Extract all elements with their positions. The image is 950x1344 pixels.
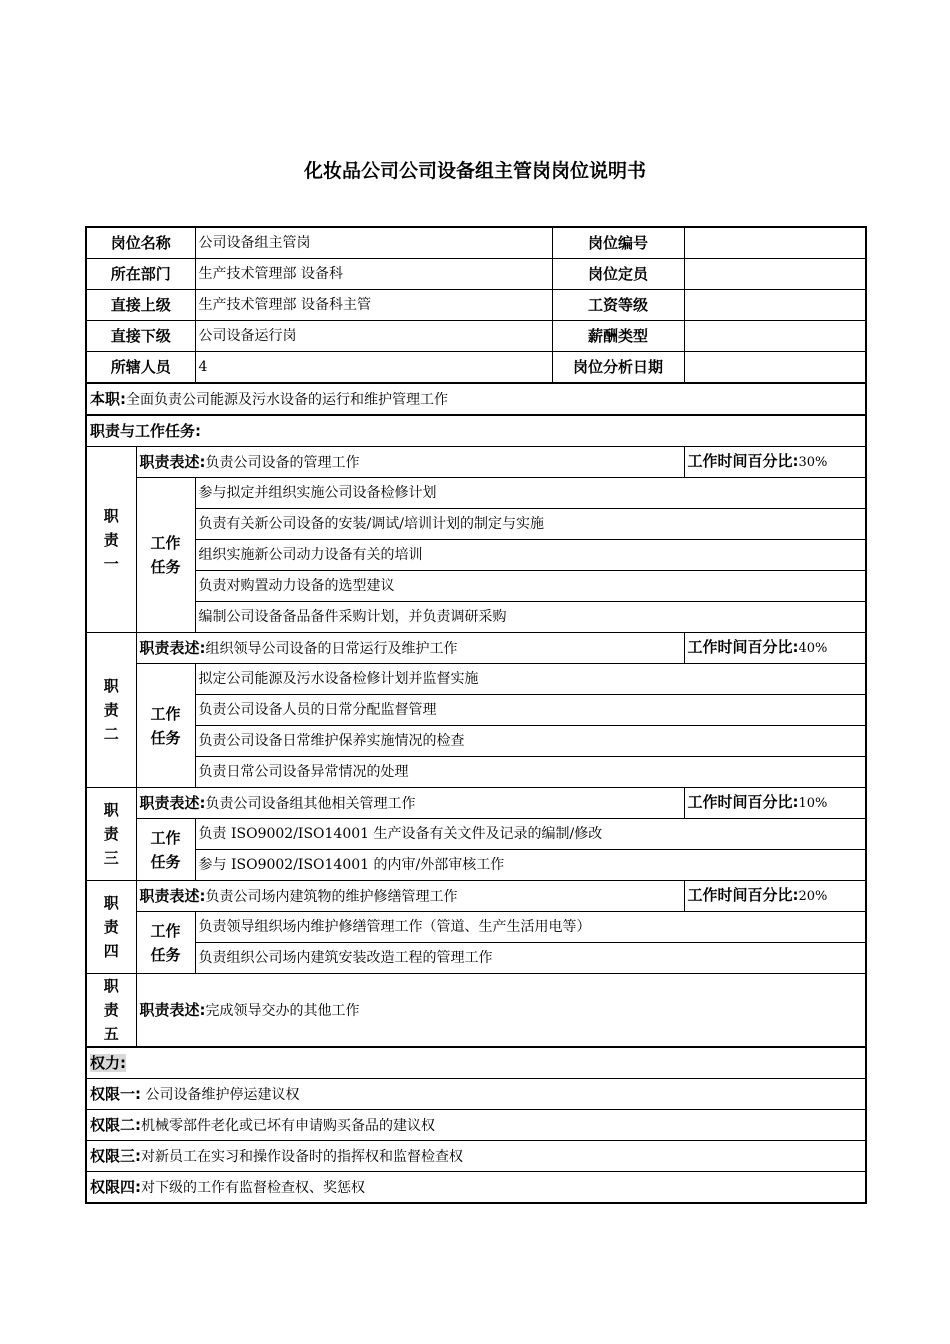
benzhi-text: 全面负责公司能源及污水设备的运行和维护管理工作	[126, 391, 448, 408]
field-label: 岗位定员	[552, 259, 684, 290]
field-value	[684, 352, 866, 384]
task-label: 工作 任务	[136, 819, 195, 881]
task-row	[86, 509, 866, 540]
task-row	[86, 943, 866, 974]
task-label: 工作 任务	[136, 912, 195, 974]
task-item: 负责有关新公司设备的安装/调试/培训计划的制定与实施	[195, 509, 866, 540]
duty-desc: 负责公司设备组其他相关管理工作	[205, 795, 416, 812]
task-item: 负责公司设备人员的日常分配监督管理	[195, 695, 866, 726]
task-row	[86, 912, 866, 943]
time-percent: 30%	[798, 455, 828, 470]
authority-row	[86, 1079, 866, 1110]
basic-row	[86, 321, 866, 352]
basic-row	[86, 259, 866, 290]
task-item: 负责组织公司场内建筑安装改造工程的管理工作	[195, 943, 866, 974]
basic-row	[86, 227, 866, 259]
field-label: 所辖人员	[86, 352, 195, 384]
benzhi-row	[86, 383, 866, 415]
job-description-table	[85, 226, 867, 1204]
time-label: 工作时间百分比:	[687, 452, 799, 470]
field-value: 生产技术管理部 设备科主管	[195, 290, 552, 321]
authority-label: 权限三:	[90, 1146, 141, 1165]
time-label: 工作时间百分比:	[687, 638, 799, 656]
duty-desc: 组织领导公司设备的日常运行及维护工作	[205, 640, 458, 657]
duty-desc-row	[86, 974, 866, 1048]
time-label: 工作时间百分比:	[687, 886, 799, 904]
authority-header: 权力:	[90, 1053, 126, 1072]
authority-label: 权限二:	[90, 1115, 141, 1134]
task-item: 负责公司设备日常维护保养实施情况的检查	[195, 726, 866, 757]
benzhi-label: 本职:	[90, 389, 126, 408]
authority-row	[86, 1110, 866, 1141]
duty-name: 职 责 一	[86, 447, 136, 633]
time-percent: 20%	[798, 889, 828, 904]
authority-row	[86, 1172, 866, 1204]
task-row	[86, 695, 866, 726]
field-label: 薪酬类型	[552, 321, 684, 352]
duties-header: 职责与工作任务:	[86, 415, 866, 447]
task-row	[86, 850, 866, 881]
duty-name: 职 责 二	[86, 633, 136, 788]
field-label: 直接下级	[86, 321, 195, 352]
duty-desc-row	[86, 447, 866, 478]
duty-desc-row	[86, 633, 866, 664]
basic-row	[86, 352, 866, 384]
page-title: 化妆品公司公司设备组主管岗岗位说明书	[303, 160, 646, 182]
task-row	[86, 757, 866, 788]
authority-label: 权限四:	[90, 1177, 141, 1196]
authority-text: 对新员工在实习和操作设备时的指挥权和监督检查权	[141, 1148, 463, 1165]
authority-text: 公司设备维护停运建议权	[141, 1086, 300, 1103]
field-value: 公司设备组主管岗	[195, 227, 552, 259]
desc-label: 职责表述:	[139, 452, 206, 471]
task-item: 负责日常公司设备异常情况的处理	[195, 757, 866, 788]
field-value	[684, 321, 866, 352]
field-label: 岗位分析日期	[552, 352, 684, 384]
authority-text: 对下级的工作有监督检查权、奖惩权	[141, 1179, 365, 1196]
duty-desc: 完成领导交办的其他工作	[205, 1002, 360, 1019]
task-item: 拟定公司能源及污水设备检修计划并监督实施	[195, 664, 866, 695]
time-label: 工作时间百分比:	[687, 793, 799, 811]
authority-label: 权限一:	[90, 1084, 141, 1103]
duty-desc: 负责公司设备的管理工作	[205, 454, 360, 471]
task-row	[86, 602, 866, 633]
desc-label: 职责表述:	[139, 638, 206, 657]
duty-desc-row	[86, 881, 866, 912]
field-value: 公司设备运行岗	[195, 321, 552, 352]
task-item: 编制公司设备备品备件采购计划，并负责调研采购	[195, 602, 866, 633]
field-value: 生产技术管理部 设备科	[195, 259, 552, 290]
time-percent: 40%	[798, 641, 828, 656]
duty-name: 职 责 五	[86, 974, 136, 1048]
authority-row	[86, 1141, 866, 1172]
task-item: 负责领导组织场内维护修缮管理工作（管道、生产生活用电等）	[195, 912, 866, 943]
authority-header-row	[86, 1047, 866, 1079]
duty-name: 职 责 四	[86, 881, 136, 974]
authority-text: 机械零部件老化或已坏有申请购买备品的建议权	[141, 1117, 435, 1134]
field-label: 直接上级	[86, 290, 195, 321]
field-value	[684, 259, 866, 290]
duty-name: 职 责 三	[86, 788, 136, 881]
task-row	[86, 571, 866, 602]
task-label: 工作 任务	[136, 478, 195, 633]
task-item: 负责 ISO9002/ISO14001 生产设备有关文件及记录的编制/修改	[195, 819, 866, 850]
field-value	[684, 227, 866, 259]
field-value: 4	[195, 352, 552, 384]
task-item: 组织实施新公司动力设备有关的培训	[195, 540, 866, 571]
task-row	[86, 540, 866, 571]
task-row	[86, 478, 866, 509]
field-label: 所在部门	[86, 259, 195, 290]
duty-desc-row	[86, 788, 866, 819]
desc-label: 职责表述:	[139, 886, 206, 905]
field-value	[684, 290, 866, 321]
duty-desc: 负责公司场内建筑物的维护修缮管理工作	[205, 888, 458, 905]
field-label: 工资等级	[552, 290, 684, 321]
task-item: 参与 ISO9002/ISO14001 的内审/外部审核工作	[195, 850, 866, 881]
field-label: 岗位编号	[552, 227, 684, 259]
task-row	[86, 819, 866, 850]
task-item: 参与拟定并组织实施公司设备检修计划	[195, 478, 866, 509]
time-percent: 10%	[798, 796, 828, 811]
desc-label: 职责表述:	[139, 1000, 206, 1019]
field-label: 岗位名称	[86, 227, 195, 259]
desc-label: 职责表述:	[139, 793, 206, 812]
task-row	[86, 726, 866, 757]
task-label: 工作 任务	[136, 664, 195, 788]
task-item: 负责对购置动力设备的选型建议	[195, 571, 866, 602]
basic-row	[86, 290, 866, 321]
task-row	[86, 664, 866, 695]
duties-header-row	[86, 415, 866, 447]
